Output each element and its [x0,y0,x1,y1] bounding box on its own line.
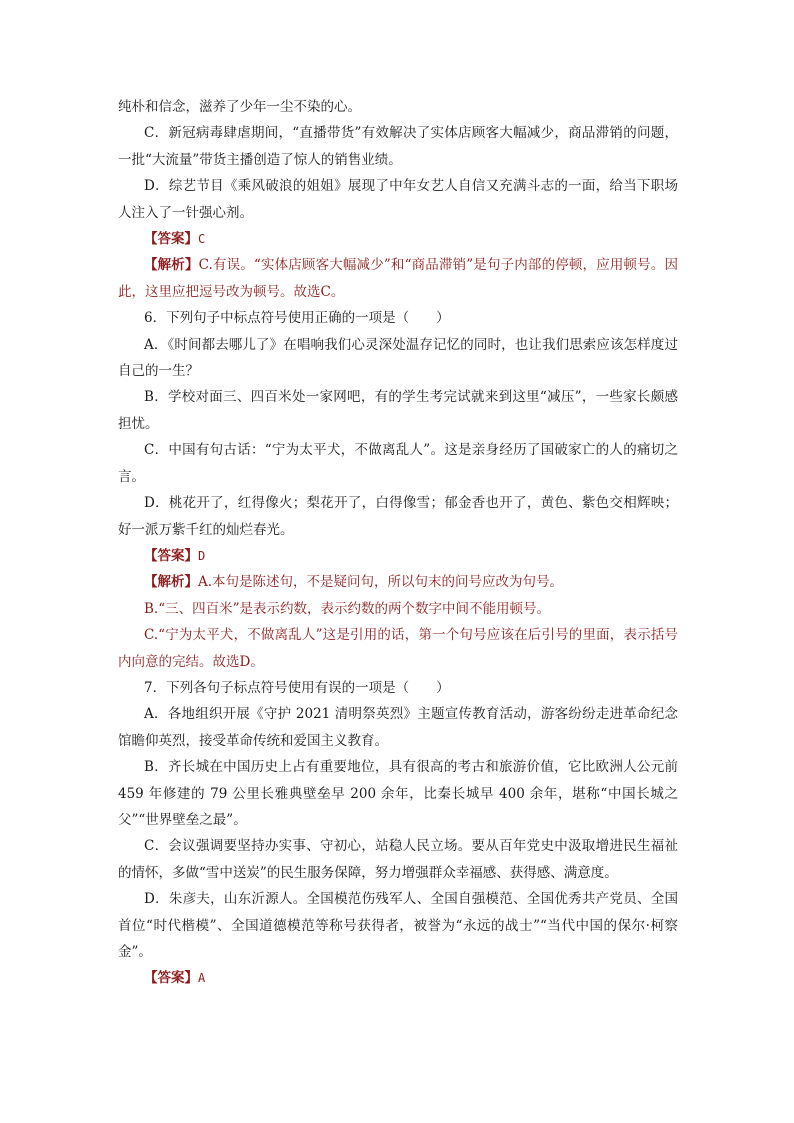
answer-tag: 【答案】 [144,970,198,987]
option-d: D．综艺节目《乘风破浪的姐姐》展现了中年女艺人自信又充满斗志的一面，给当下职场人注入了一针强心剂。 [118,178,678,221]
q7-option-c: C．会议强调要坚持办实事、守初心，站稳人民立场。要从百年党史中汲取增进民生福祉的情怀，多做“雪中送炭”的民生服务保障，努力增强群众幸福感、获得感、满意度。 [118,838,678,881]
q6-analysis-c: C.“宁为太平犬，不做离乱人”这是引用的话，第一个句号应该在后引号的里面，表示括号内向意的完结。故选D。 [118,627,678,670]
q7-stem: 7．下列各句子标点符号使用有误的一项是（ ） [144,679,450,696]
q7-option-b: B．齐长城在中国历史上占有重要地位，具有很高的考古和旅游价值，它比欧洲人公元前 459 年修建的 79 公里长雅典壁垒早 200 余年，比秦长城早 400 余年，堪称“中国长城之父”“世界壁垒之最”。 [118,759,678,828]
text-line-continuation: 纯朴和信念，滋养了少年一尘不染的心。 [118,99,361,115]
page-content [118,94,678,992]
q6-option-a: A．《时间都去哪儿了》在唱响我们心灵深处温存记忆的同时，也让我们思索应该怎样度过自己的一生？ [118,336,678,380]
q7-option-a: A．各地组织开展《守护 2021 清明祭英烈》主题宣传教育活动，游客纷纷走进革命纪念馆瞻仰英烈，接受革命传统和爱国主义教育。 [118,706,678,749]
q7-option-d: D．朱彦夫，山东沂源人。全国模范伤残军人、全国自强模范、全国优秀共产党员、全国首位“时代楷模”、全国道德模范等称号获得者，被誉为“永远的战士”“当代中国的保尔·柯察金”。 [118,891,678,960]
option-c: C．新冠病毒肆虐期间，“直播带货”有效解决了实体店顾客大幅减少，商品滞销的问题，一批“大流量”带货主播创造了惊人的销售业绩。 [118,125,678,168]
q6-option-b: B．学校对面三、四百米处一家网吧，有的学生考完试就来到这里“减压”，一些家长颇感担忧。 [118,389,678,432]
analysis-text: A.本句是陈述句，不是疑问句，所以句末的问号应改为句号。 [198,574,564,591]
analysis-tag: 【解析】 [144,574,198,591]
q5-analysis [118,252,678,305]
answer-value: A [198,971,206,986]
q6-option-c: C．中国有句古话：“宁为太平犬，不做离乱人”。这是亲身经历了国破家亡的人的痛切之言。 [118,442,678,485]
answer-value: C [198,232,206,247]
q6-analysis-a [118,569,678,595]
q5-answer [118,226,678,252]
q6-option-d: D．桃花开了，红得像火；梨花开了，白得像雪；郁金香也开了，黄色、紫色交相辉映；好一派万紫千红的灿烂春光。 [118,495,678,538]
answer-tag: 【答案】 [144,231,198,248]
q7-answer [118,965,678,991]
answer-tag: 【答案】 [144,547,198,564]
analysis-tag: 【解析】 [144,257,199,274]
q6-stem: 6．下列句子中标点符号使用正确的一项是（ ） [144,310,450,327]
q6-analysis-b: B.“三、四百米”是表示约数，表示约数的两个数字中间不能用顿号。 [144,600,551,617]
q6-answer [118,543,678,569]
analysis-text: C.有误。“实体店顾客大幅减少”和“商品滞销”是句子内部的停顿，应用顿号。因此，这里应把逗号改为顿号。故选C。 [118,257,678,300]
answer-value: D [198,548,206,563]
